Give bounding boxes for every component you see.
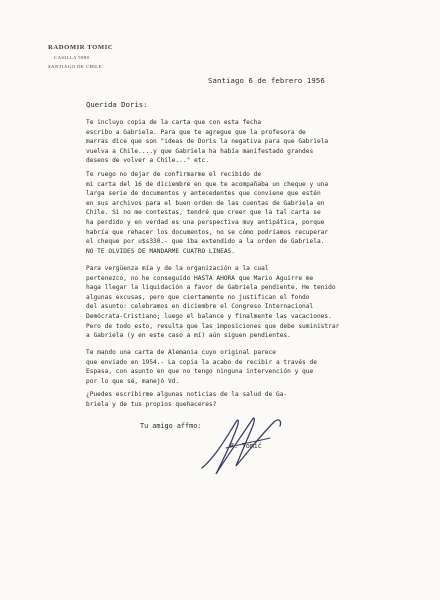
paragraph-3: Para vergüenza mía y de la organización a la cual pertenezco, no he conseguido HASTA AHORA que Mario Aguirre me haga llegar la liquidación a favor de Gabriela pendiente. He tenido algunas excusas, pero que ciertamente no justifican el fondo del asunto: celebramos en diciembre el Congreso Internacional Demócrata-Cristiano; luego el balance y finalmente las vacaciones. Pero de todo esto, resulta que las imposiciones que debe suministrar a Gabriela (y en este caso a mí) aún siguen pendientes. — [86, 265, 340, 340]
letterhead-box: CASILLA 5980 — [54, 55, 90, 60]
salutation: Querida Doris: — [86, 100, 148, 109]
paragraph-2: Te ruego no dejar de confirmarme el recibido de mi carta del 16 de diciembre en que te acompañaba un cheque y una larga serie de documentos y antecedentes que conviene que estén en sus archivos para el buen orden de las cuentas de Gabriela en Chile. Si no me contestas, tendré que creer que la tal carta se ha perdido y en verdad es una perspectiva muy antipática, porque habría que rehacer los documentos, no se cómo podríamos recuperar el cheque por u$s330.- que iba extendido a la orden de Gabriela. NO TE OLVIDES DE MANDARME CUATRO LINEAS. — [86, 171, 329, 255]
letterhead — [48, 44, 113, 69]
paragraph-1: Te incluyo copia de la carta que con esta fecha escribo a Gabriela. Para que te agregue que la profesora de marras dice que son "ideas de Doris la negativa para que Gabriela vuelva a Chile....y que Gabriela ha había manifestado grandes deseos de volver a Chile..." etc. — [86, 119, 329, 165]
signer-name: R. Tomić — [230, 442, 262, 450]
paragraph-4: Te mando una carta de Alemania cuyo original parece que enviado en 1954.- La copia la acabo de recibir a través de Espasa, con asunto en que no tengo ninguna intervención y que por lo que sé, manejó Vd. — [86, 349, 317, 385]
closing: Tu amigo affmo: — [140, 422, 202, 430]
paragraph-5: ¿Puedes escribirme algunas noticias de la salud de Ga- briela y de tus propios quehaceres? — [86, 391, 288, 408]
letterhead-city: SANTIAGO DE CHILE — [48, 64, 102, 69]
letter-date: Santiago 6 de febrero 1956 — [208, 76, 325, 85]
letterhead-name: RADOMIR TOMIC — [48, 44, 114, 51]
